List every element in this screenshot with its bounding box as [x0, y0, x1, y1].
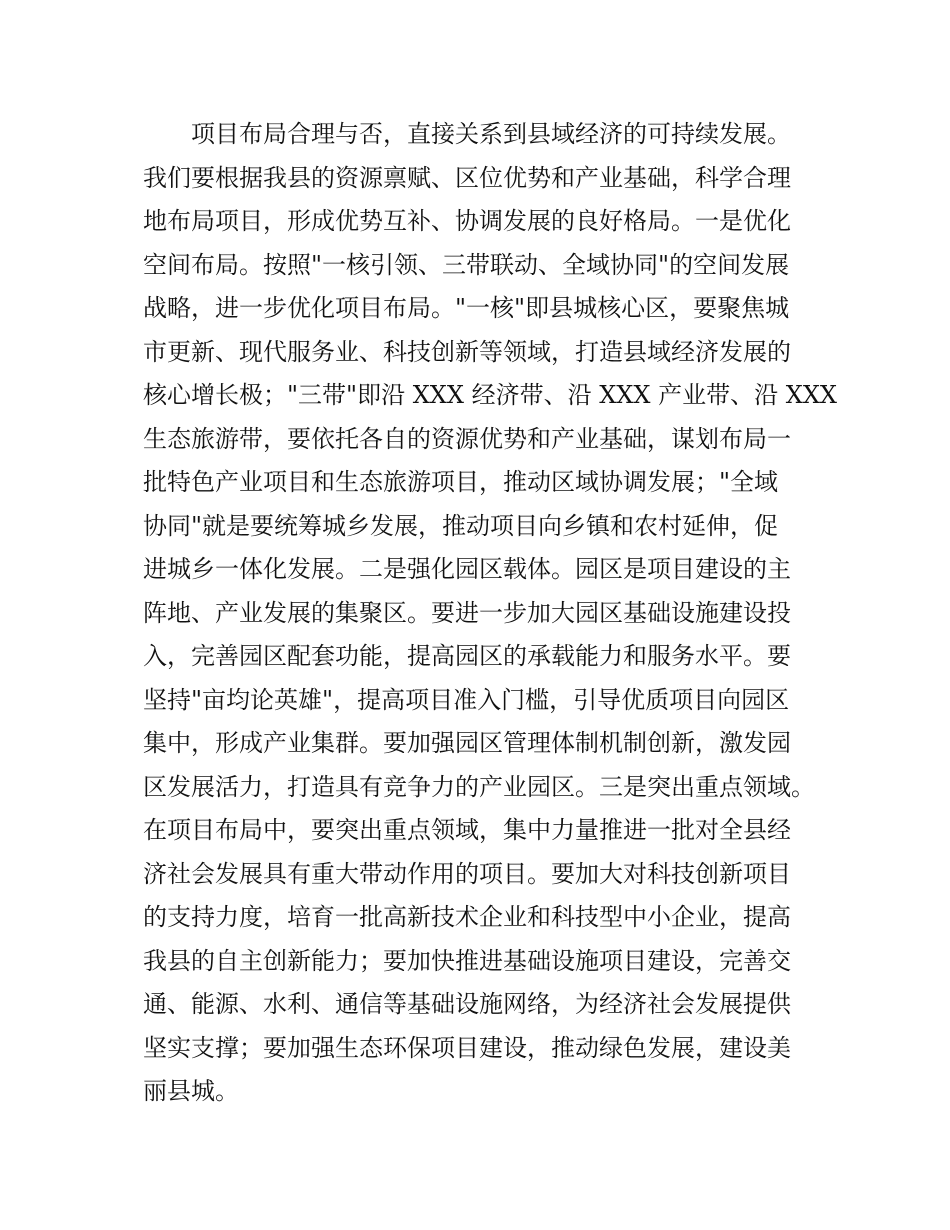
paragraph-line: 核心增长极；"三带"即沿 XXX 经济带、沿 XXX 产业带、沿 XXX	[143, 381, 837, 409]
paragraph-line: 坚持"亩均论英雄"，提高项目准入门槛，引导优质项目向园区	[143, 685, 790, 714]
paragraph-line: 进城乡一体化发展。二是强化园区载体。园区是项目建设的主	[143, 555, 791, 583]
paragraph-line: 批特色产业项目和生态旅游项目，推动区域协调发展；"全域	[143, 468, 779, 496]
paragraph-line: 地布局项目，形成优势互补、协调发展的良好格局。一是优化	[143, 207, 791, 235]
body-paragraph	[143, 113, 837, 1114]
paragraph-line: 入，完善园区配套功能，提高园区的承载能力和服务水平。要	[143, 642, 791, 670]
paragraph-line: 在项目布局中，要突出重点领域，集中力量推进一批对全县经	[143, 816, 791, 844]
paragraph-line: 集中，形成产业集群。要加强园区管理体制机制创新，激发园	[143, 729, 791, 757]
paragraph-line: 通、能源、水利、通信等基础设施网络，为经济社会发展提供	[143, 990, 791, 1018]
paragraph-line: 空间布局。按照"一核引领、三带联动、全域协同"的空间发展	[143, 250, 790, 279]
paragraph-line: 济社会发展具有重大带动作用的项目。要加大对科技创新项目	[143, 859, 791, 888]
paragraph-line: 市更新、现代服务业、科技创新等领域，打造县域经济发展的	[143, 337, 791, 366]
paragraph-line: 区发展活力，打造具有竞争力的产业园区。三是突出重点领域。	[143, 772, 815, 801]
paragraph-line: 我们要根据我县的资源禀赋、区位优势和产业基础，科学合理	[143, 163, 791, 192]
paragraph-line: 阵地、产业发展的集聚区。要进一步加大园区基础设施建设投	[143, 598, 791, 627]
paragraph-line: 生态旅游带，要依托各自的资源优势和产业基础，谋划布局一	[143, 424, 791, 453]
paragraph-line: 的支持力度，培育一批高新技术企业和科技型中小企业，提高	[143, 903, 791, 931]
paragraph-line: 我县的自主创新能力；要加快推进基础设施项目建设，完善交	[143, 946, 791, 975]
paragraph-line: 项目布局合理与否，直接关系到县域经济的可持续发展。	[191, 120, 791, 148]
paragraph-line: 协同"就是要统筹城乡发展，推动项目向乡镇和农村延伸，促	[143, 511, 779, 540]
paragraph-line: 丽县城。	[143, 1077, 239, 1105]
paragraph-line: 坚实支撑；要加强生态环保项目建设，推动绿色发展，建设美	[143, 1033, 791, 1062]
paragraph-line: 战略，进一步优化项目布局。"一核"即县城核心区，要聚焦城	[143, 294, 790, 322]
